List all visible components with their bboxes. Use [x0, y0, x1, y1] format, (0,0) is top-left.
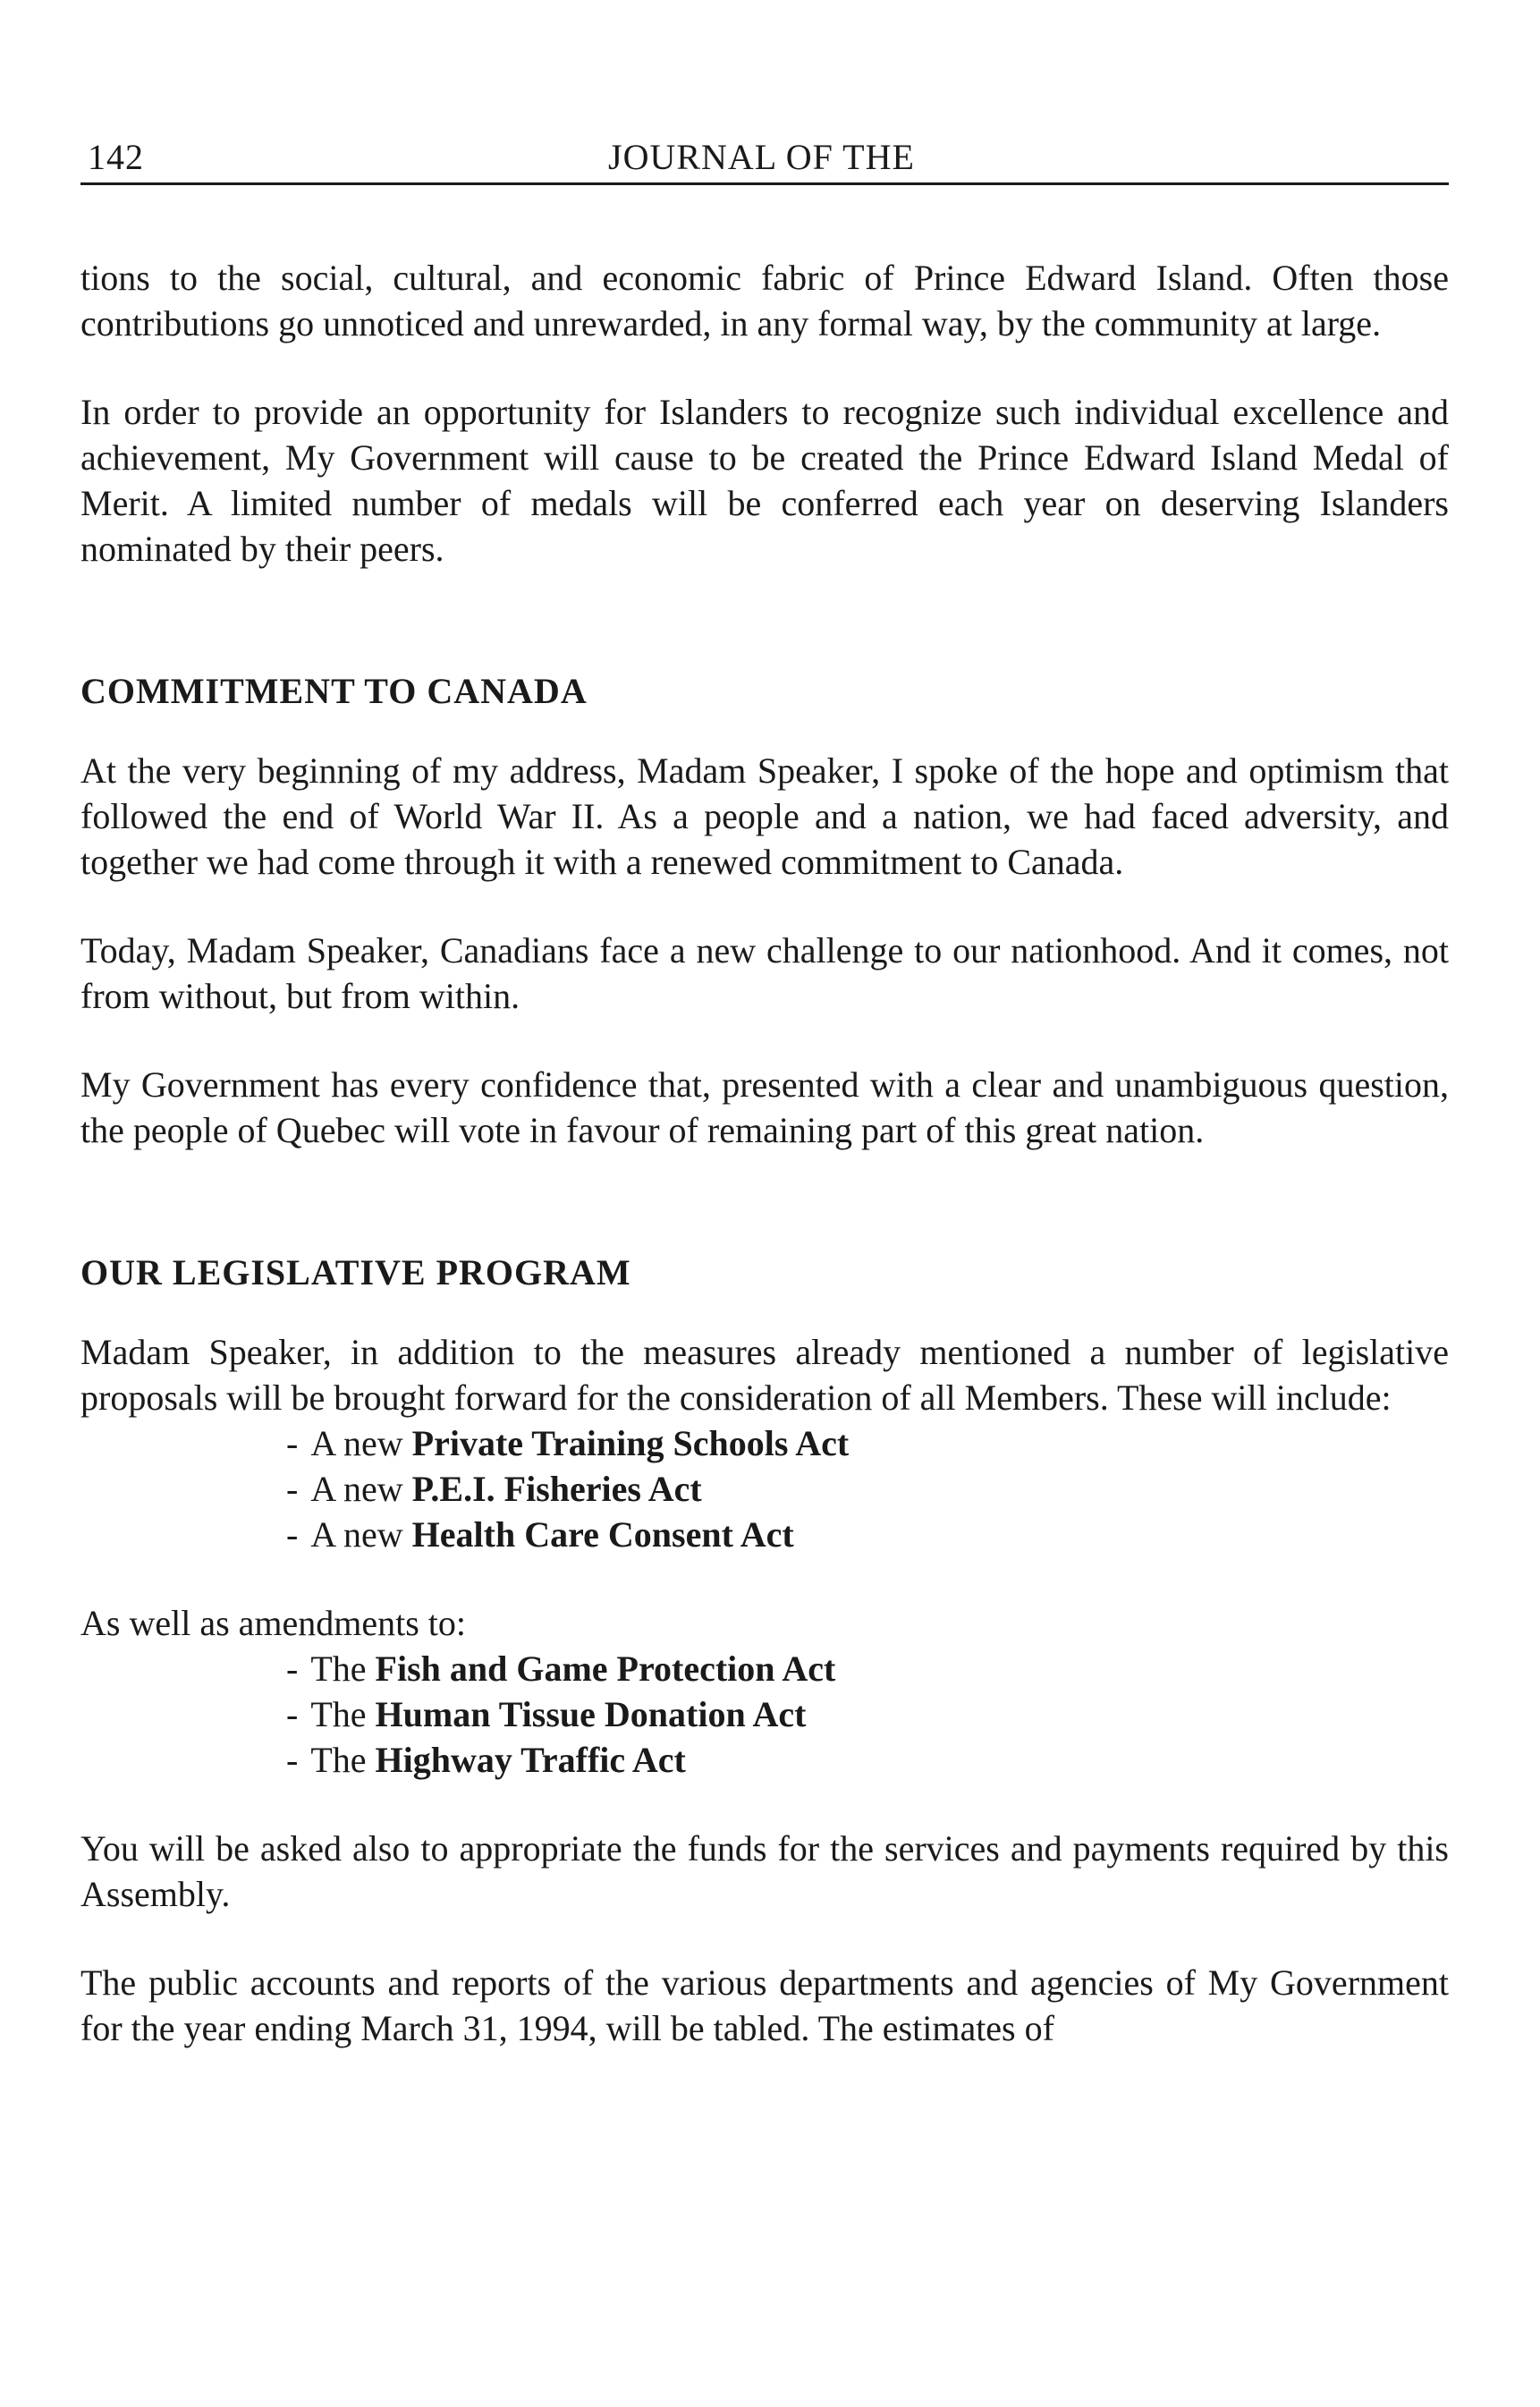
paragraph-hope-and-optimism: At the very beginning of my address, Madam Speaker, I spoke of the hope and optimism that followed the end of World War II. As a people and a nation, we had faced adversity, and together we had come through it with a renewed commitment to Canada.	[80, 750, 1449, 882]
section-heading-commitment-to-canada: COMMITMENT TO CANADA	[80, 671, 588, 711]
section-heading-legislative-program: OUR LEGISLATIVE PROGRAM	[80, 1252, 631, 1292]
list-dash: -	[286, 1469, 299, 1509]
list-item	[286, 1512, 1449, 1557]
act-name: Private Training Schools Act	[411, 1423, 850, 1463]
paragraph-amendments-intro: As well as amendments to:	[80, 1603, 467, 1643]
running-title: JOURNAL OF THE	[608, 137, 915, 177]
list-item	[286, 1691, 1449, 1737]
paragraph-public-accounts: The public accounts and reports of the various departments and agencies of My Government for the year ending March 31, 1994, will be tabled. The estimates of	[80, 1962, 1449, 2048]
amended-acts-list	[80, 1646, 1449, 1783]
new-acts-list	[80, 1420, 1449, 1557]
paragraph-medal-of-merit: In order to provide an opportunity for Islanders to recognize such individual excellence and achievement, My Government will cause to be created the Prince Edward Island Medal of Merit. A limited number of medals will be conferred each year on deserving Islanders nominated by their peers.	[80, 392, 1449, 569]
act-prefix: The	[310, 1740, 367, 1780]
act-name: Human Tissue Donation Act	[375, 1694, 807, 1734]
act-name: Health Care Consent Act	[411, 1514, 794, 1555]
act-prefix: A new	[310, 1514, 403, 1555]
paragraph-contributions: tions to the social, cultural, and economic fabric of Prince Edward Island. Often those contributions go unnoticed and unrewarded, in any formal way, by the community at large.	[80, 258, 1449, 343]
list-item	[286, 1737, 1449, 1783]
list-item	[286, 1420, 1449, 1466]
paragraph-appropriate-funds: You will be asked also to appropriate the funds for the services and payments required by this Assembly.	[80, 1828, 1449, 1914]
paragraph-quebec: My Government has every confidence that, presented with a clear and unambiguous question, the people of Quebec will vote in favour of remaining part of this great nation.	[80, 1064, 1449, 1150]
act-prefix: The	[310, 1648, 367, 1689]
list-dash: -	[286, 1514, 299, 1555]
list-dash: -	[286, 1423, 299, 1463]
act-name: Fish and Game Protection Act	[375, 1648, 836, 1689]
list-item	[286, 1646, 1449, 1691]
body-text	[80, 255, 1449, 2051]
paragraph-legislative-proposals: Madam Speaker, in addition to the measures already mentioned a number of legislative proposals will be brought forward for the consideration of all Members. These will include:	[80, 1332, 1449, 1418]
act-prefix: A new	[310, 1423, 403, 1463]
act-name: P.E.I. Fisheries Act	[411, 1469, 702, 1509]
list-dash: -	[286, 1694, 299, 1734]
act-prefix: A new	[310, 1469, 403, 1509]
page-number: 142	[88, 137, 144, 177]
list-item	[286, 1466, 1449, 1512]
act-name: Highway Traffic Act	[375, 1740, 686, 1780]
running-header	[80, 134, 1449, 185]
list-dash: -	[286, 1740, 299, 1780]
act-prefix: The	[310, 1694, 367, 1734]
paragraph-new-challenge: Today, Madam Speaker, Canadians face a new challenge to our nationhood. And it comes, not from without, but from within.	[80, 930, 1449, 1016]
list-dash: -	[286, 1648, 299, 1689]
